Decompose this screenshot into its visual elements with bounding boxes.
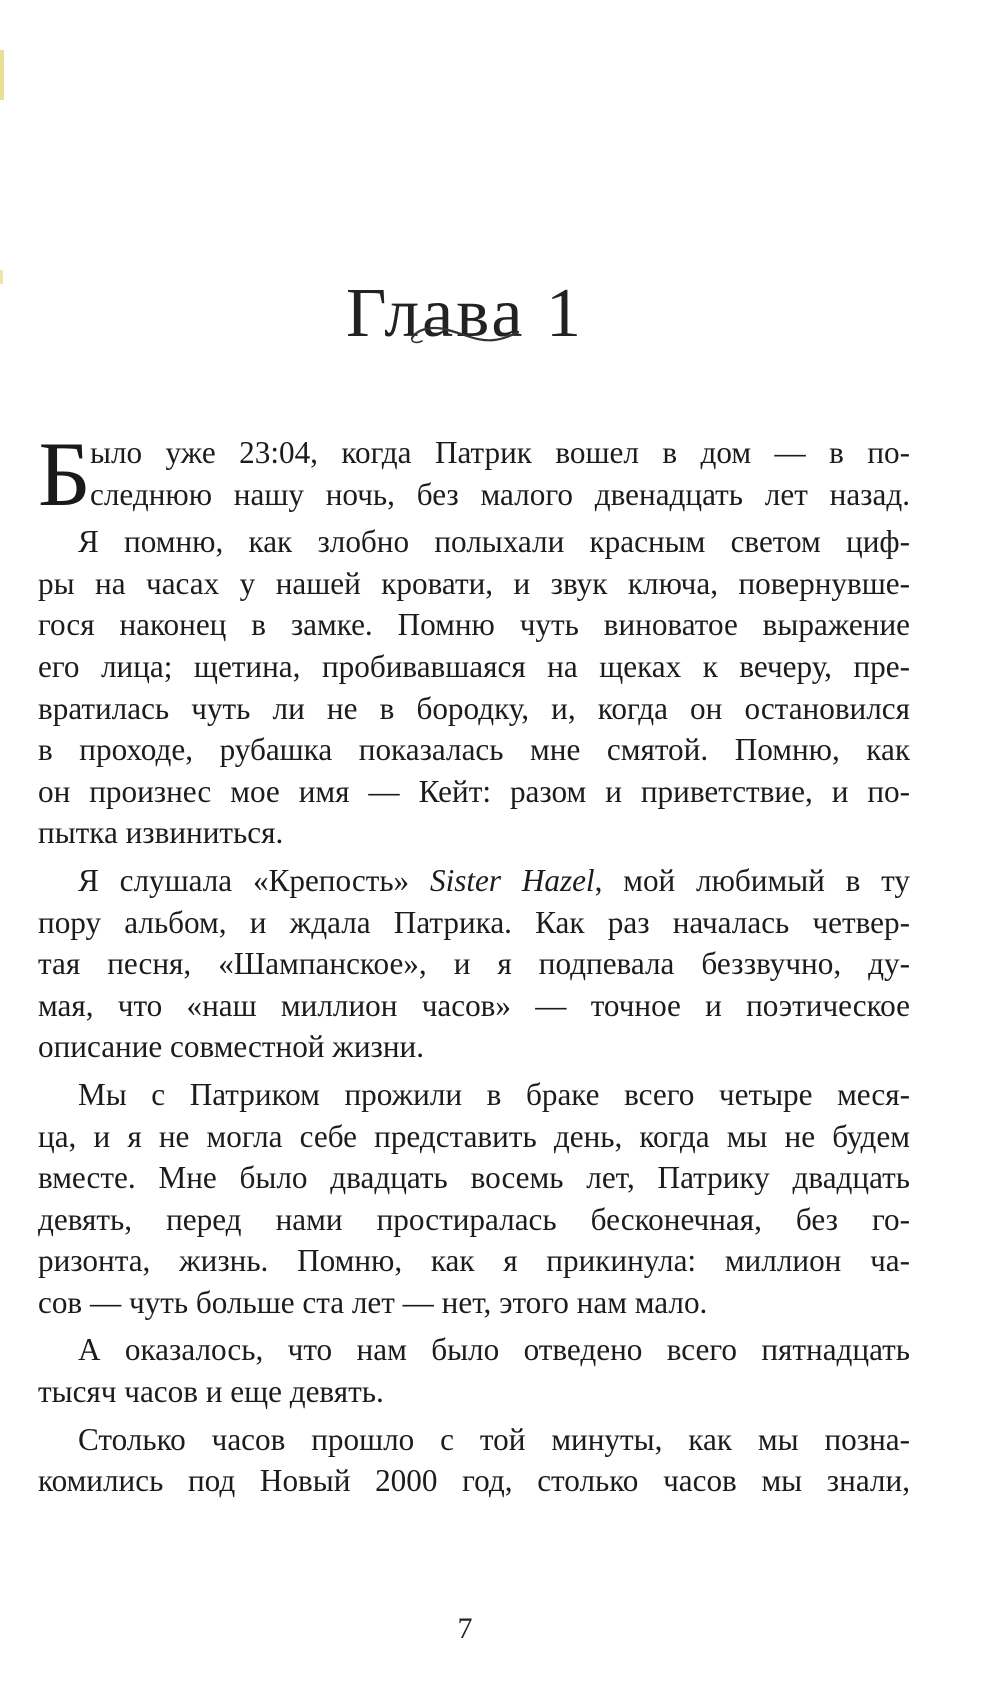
text-line: девять, перед нами простиралась бесконечная, без го-	[38, 1201, 910, 1237]
text-line: его лица; щетина, пробивавшаяся на щеках к вечеру, пре-	[38, 648, 910, 684]
drop-cap: Б	[38, 423, 91, 525]
page-number: 7	[457, 1612, 473, 1645]
ornament-flourish	[408, 318, 524, 346]
text-line: пору альбом, и ждала Патрика. Как раз началась четвер-	[38, 904, 910, 940]
text-line: Мы с Патриком прожили в браке всего четыре меся-	[78, 1076, 910, 1112]
text-line: вратилась чуть ли не в бородку, и, когда он остановился	[38, 690, 910, 726]
text-line: он произнес мое имя — Кейт: разом и приветствие, и по-	[38, 773, 910, 809]
scan-edge-mark	[0, 50, 4, 100]
text-fragment: , мой любимый в ту	[594, 862, 910, 898]
text-line	[38, 860, 910, 902]
text-line: тая песня, «Шампанское», и я подпевала беззвучно, ду-	[38, 946, 910, 982]
text-line: гося наконец в замке. Помню чуть виноватое выражение	[38, 607, 910, 643]
text-line: А оказалось, что нам было отведено всего пятнадцать	[78, 1332, 910, 1368]
text-line-content: ыло уже 23:04, когда Патрик вошел в дом — в по-	[90, 435, 910, 470]
text-line: ризонта, жизнь. Помню, как я прикинула: миллион ча-	[38, 1243, 910, 1279]
text-fragment: Я слушала «Крепость»	[78, 862, 430, 898]
text-line: вместе. Мне было двадцать восемь лет, Патрику двадцать	[38, 1160, 910, 1196]
text-line: комились под Новый 2000 год, столько часов мы знали,	[38, 1463, 910, 1499]
text-line: Я помню, как злобно полыхали красным светом циф-	[78, 524, 910, 560]
text-line: описание совместной жизни.	[38, 1029, 425, 1065]
text-line: тысяч часов и еще девять.	[38, 1374, 384, 1410]
text-line: Столько часов прошло с той минуты, как мы позна-	[78, 1421, 910, 1457]
album-artist: Sister Hazel	[429, 862, 595, 898]
text-line: ры на часах у нашей кровати, и звук ключа, повернувше-	[38, 565, 910, 601]
chapter-text	[38, 423, 910, 1502]
text-line: ца, и я не могла себе представить день, когда мы не будем	[38, 1118, 910, 1154]
chapter-title: Глава 1	[346, 274, 584, 352]
text-line: сов — чуть больше ста лет — нет, этого нам мало.	[38, 1284, 708, 1320]
text-line: следнюю нашу ночь, без малого двенадцать лет назад.	[90, 476, 910, 512]
text-line: мая, что «наш миллион часов» — точное и поэтическое	[38, 987, 910, 1023]
text-line: пытка извиниться.	[38, 815, 284, 851]
text-line: в проходе, рубашка показалась мне смятой. Помню, как	[38, 732, 910, 768]
